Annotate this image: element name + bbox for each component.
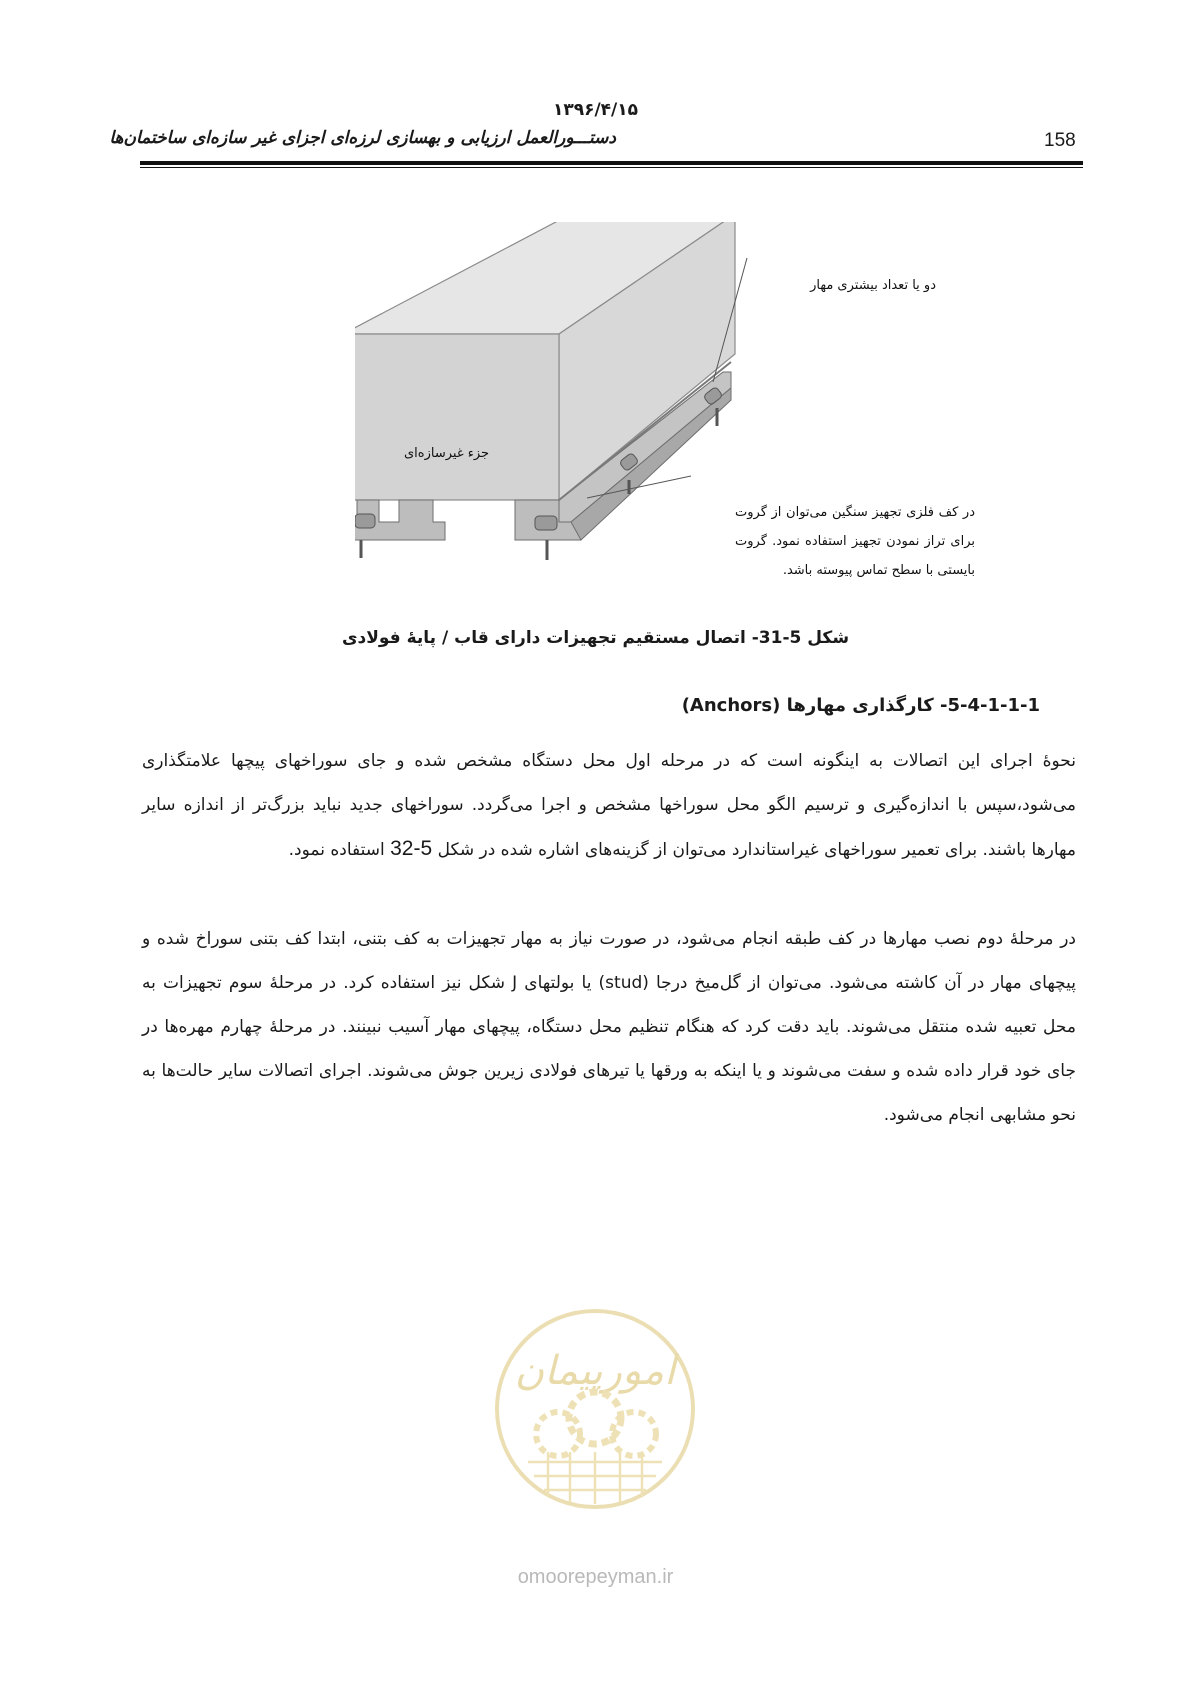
watermark-logo-text: امورپیمان [514,1348,676,1394]
paragraph-1-text: نحوهٔ اجرای این اتصالات به اینگونه است که در مرحله اول محل دستگاه مشخص شده و جای سوراخهای پیچها علامتگذاری می‌شود،سپس با اندازه‌گیری و ترسیم الگو محل سوراخها مشخص و اجرا می‌گردد. سوراخهای جدید نباید بزرگ‌تر از اندازه سایر مهارها باشند. برای تعمیر سوراخهای غیراستاندارد می‌توان از گزینه‌های اشاره شده در شکل [142,751,1076,860]
header-rule-thin [140,167,1083,168]
watermark-logo [488,1306,702,1512]
figure-reference: 5-32 [390,837,433,860]
label-grout-note: در کف فلزی تجهیز سنگین می‌توان از گروت برای تراز نمودن تجهیز استفاده نمود. گروت بایستی با سطح تماس پیوسته باشد. [735,505,975,578]
header-date: ۱۳۹۶/۴/۱۵ [552,100,639,120]
paragraph-2: در مرحلهٔ دوم نصب مهارها در کف طبقه انجام می‌شود، در صورت نیاز به مهار تجهیزات به کف بتنی، ابتدا کف بتنی سوراخ شده و پیچهای مهار در آن کاشته می‌شود. می‌توان از گل‌میخ درجا (stud) یا بولتهای J شکل نیز استفاده کرد. در مرحلهٔ سوم تجهیزات به محل تعبیه شده منتقل می‌شوند. باید دقت کرد که هنگام تنظیم محل دستگاه، پیچهای مهار آسیب نبینند. در مرحلهٔ چهارم مهره‌ها در جای خود قرار داده شده و سفت می‌شوند و یا اینکه به ورقها یا تیرهای فولادی زیرین جوش می‌شوند. اجرای اتصالات سایر حالت‌ها به نحو مشابهی انجام می‌شود. [142,929,1076,1125]
label-anchors: دو یا تعداد بیشتری مهار [810,278,936,293]
label-nonstructural-component: جزء غیرسازه‌ای [404,446,490,461]
paragraph-1-end: استفاده نمود. [288,840,385,860]
figure-caption: شکل 5-31- اتصال مستقیم تجهیزات دارای قاب / پایهٔ فولادی [341,628,850,648]
header-title: دستـــورالعمل ارزیابی و بهسازی لرزه‌ای اجزای غیر سازه‌ای ساختمان‌ها [109,128,616,148]
nut-left [355,514,375,528]
paragraph-1 [142,739,1076,872]
watermark-site-url: omoorepeyman.ir [517,1566,674,1588]
section-heading: 5-4-1-1-1- کارگذاری مهارها (Anchors) [681,695,1040,716]
header-rule-thick [140,161,1083,165]
box-front-face [355,334,559,500]
nut-right-front [535,516,557,530]
page-number: 158 [1044,130,1076,151]
